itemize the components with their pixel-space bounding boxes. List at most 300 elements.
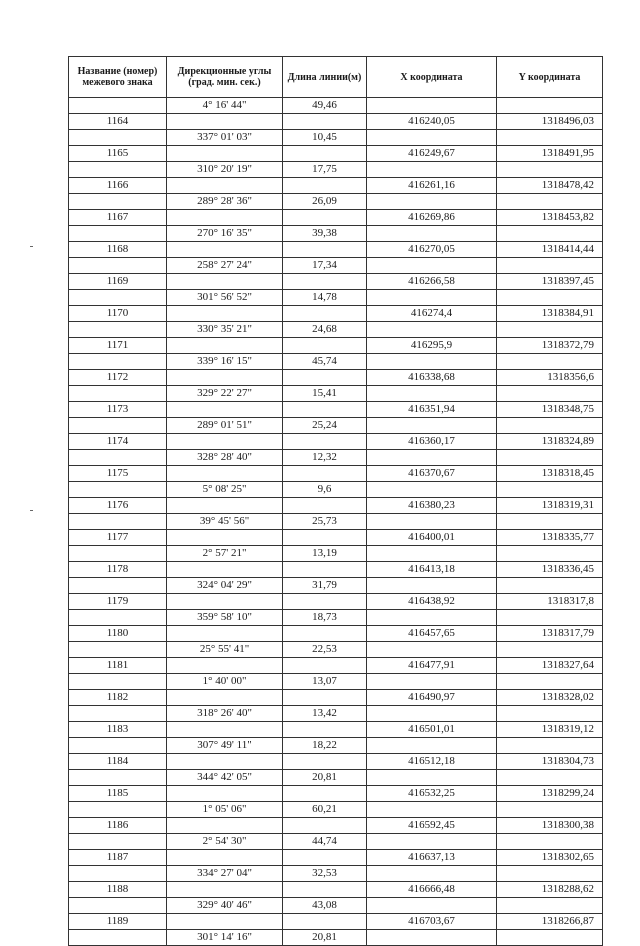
table-row <box>69 354 603 370</box>
line-length-cell: 45,74 <box>283 354 367 370</box>
direction-angle-cell <box>167 274 283 290</box>
header-row <box>69 57 603 98</box>
x-coordinate-cell <box>367 226 497 242</box>
x-coordinate-cell <box>367 322 497 338</box>
direction-angle-cell <box>167 594 283 610</box>
table-row <box>69 818 603 834</box>
table-row <box>69 98 603 114</box>
table-row <box>69 114 603 130</box>
direction-angle-cell: 301° 14' 16" <box>167 930 283 946</box>
direction-angle-cell: 1° 40' 00" <box>167 674 283 690</box>
y-coordinate-cell <box>497 258 603 274</box>
y-coordinate-cell <box>497 418 603 434</box>
y-coordinate-cell <box>497 194 603 210</box>
direction-angle-cell: 328° 28' 40" <box>167 450 283 466</box>
header-x-coordinate: X координата <box>367 57 497 98</box>
marker-name-cell <box>69 610 167 626</box>
marker-name-cell <box>69 290 167 306</box>
x-coordinate-cell: 416370,67 <box>367 466 497 482</box>
marker-name-cell <box>69 514 167 530</box>
x-coordinate-cell: 416666,48 <box>367 882 497 898</box>
x-coordinate-cell <box>367 386 497 402</box>
line-length-cell <box>283 914 367 930</box>
table-row <box>69 274 603 290</box>
line-length-cell: 24,68 <box>283 322 367 338</box>
direction-angle-cell: 359° 58' 10" <box>167 610 283 626</box>
line-length-cell <box>283 114 367 130</box>
line-length-cell <box>283 274 367 290</box>
line-length-cell <box>283 498 367 514</box>
line-length-cell <box>283 530 367 546</box>
x-coordinate-cell: 416457,65 <box>367 626 497 642</box>
marker-name-cell: 1176 <box>69 498 167 514</box>
y-coordinate-cell: 1318336,45 <box>497 562 603 578</box>
line-length-cell <box>283 690 367 706</box>
header-marker-name: Название (номер) межевого знака <box>69 57 167 98</box>
direction-angle-cell: 318° 26' 40" <box>167 706 283 722</box>
x-coordinate-cell <box>367 546 497 562</box>
direction-angle-cell <box>167 370 283 386</box>
direction-angle-cell <box>167 882 283 898</box>
y-coordinate-cell: 1318356,6 <box>497 370 603 386</box>
direction-angle-cell <box>167 498 283 514</box>
direction-angle-cell: 289° 28' 36" <box>167 194 283 210</box>
table-row <box>69 418 603 434</box>
header-y-coordinate: Y координата <box>497 57 603 98</box>
x-coordinate-cell <box>367 482 497 498</box>
x-coordinate-cell <box>367 130 497 146</box>
x-coordinate-cell: 416592,45 <box>367 818 497 834</box>
line-length-cell: 13,19 <box>283 546 367 562</box>
direction-angle-cell: 344° 42' 05" <box>167 770 283 786</box>
table-row <box>69 146 603 162</box>
marker-name-cell <box>69 578 167 594</box>
y-coordinate-cell <box>497 610 603 626</box>
marker-name-cell <box>69 770 167 786</box>
marker-name-cell: 1189 <box>69 914 167 930</box>
y-coordinate-cell: 1318328,02 <box>497 690 603 706</box>
direction-angle-cell <box>167 242 283 258</box>
x-coordinate-cell <box>367 738 497 754</box>
y-coordinate-cell <box>497 898 603 914</box>
y-coordinate-cell: 1318372,79 <box>497 338 603 354</box>
x-coordinate-cell <box>367 578 497 594</box>
marker-name-cell <box>69 898 167 914</box>
marker-name-cell: 1180 <box>69 626 167 642</box>
y-coordinate-cell: 1318302,65 <box>497 850 603 866</box>
y-coordinate-cell: 1318348,75 <box>497 402 603 418</box>
x-coordinate-cell <box>367 930 497 946</box>
y-coordinate-cell: 1318318,45 <box>497 466 603 482</box>
line-length-cell <box>283 626 367 642</box>
y-coordinate-cell: 1318319,12 <box>497 722 603 738</box>
y-coordinate-cell <box>497 482 603 498</box>
direction-angle-cell <box>167 530 283 546</box>
marker-name-cell: 1168 <box>69 242 167 258</box>
y-coordinate-cell: 1318384,91 <box>497 306 603 322</box>
y-coordinate-cell: 1318288,62 <box>497 882 603 898</box>
direction-angle-cell <box>167 178 283 194</box>
direction-angle-cell <box>167 914 283 930</box>
scan-mark <box>30 246 33 247</box>
table-row <box>69 226 603 242</box>
table-body <box>69 98 603 946</box>
marker-name-cell <box>69 258 167 274</box>
x-coordinate-cell <box>367 258 497 274</box>
marker-name-cell <box>69 322 167 338</box>
y-coordinate-cell <box>497 578 603 594</box>
marker-name-cell: 1175 <box>69 466 167 482</box>
marker-name-cell: 1165 <box>69 146 167 162</box>
table-row <box>69 850 603 866</box>
direction-angle-cell: 4° 16' 44" <box>167 98 283 114</box>
y-coordinate-cell <box>497 226 603 242</box>
direction-angle-cell: 289° 01' 51" <box>167 418 283 434</box>
x-coordinate-cell <box>367 802 497 818</box>
y-coordinate-cell <box>497 546 603 562</box>
line-length-cell: 25,24 <box>283 418 367 434</box>
table-row <box>69 738 603 754</box>
x-coordinate-cell: 416266,58 <box>367 274 497 290</box>
x-coordinate-cell <box>367 418 497 434</box>
line-length-cell <box>283 370 367 386</box>
table-row <box>69 706 603 722</box>
line-length-cell: 17,75 <box>283 162 367 178</box>
line-length-cell <box>283 786 367 802</box>
y-coordinate-cell <box>497 386 603 402</box>
marker-name-cell: 1178 <box>69 562 167 578</box>
x-coordinate-cell: 416477,91 <box>367 658 497 674</box>
table-row <box>69 722 603 738</box>
table-row <box>69 786 603 802</box>
marker-name-cell <box>69 802 167 818</box>
marker-name-cell: 1166 <box>69 178 167 194</box>
direction-angle-cell: 5° 08' 25" <box>167 482 283 498</box>
direction-angle-cell <box>167 434 283 450</box>
direction-angle-cell: 307° 49' 11" <box>167 738 283 754</box>
marker-name-cell: 1169 <box>69 274 167 290</box>
marker-name-cell <box>69 546 167 562</box>
direction-angle-cell: 324° 04' 29" <box>167 578 283 594</box>
line-length-cell <box>283 146 367 162</box>
table-row <box>69 642 603 658</box>
table-row <box>69 930 603 946</box>
y-coordinate-cell <box>497 98 603 114</box>
table-row <box>69 562 603 578</box>
table-row <box>69 690 603 706</box>
table-row <box>69 210 603 226</box>
y-coordinate-cell: 1318324,89 <box>497 434 603 450</box>
direction-angle-cell <box>167 786 283 802</box>
y-coordinate-cell <box>497 770 603 786</box>
direction-angle-cell <box>167 658 283 674</box>
marker-name-cell <box>69 834 167 850</box>
x-coordinate-cell: 416274,4 <box>367 306 497 322</box>
line-length-cell: 26,09 <box>283 194 367 210</box>
marker-name-cell <box>69 162 167 178</box>
y-coordinate-cell <box>497 450 603 466</box>
x-coordinate-cell <box>367 866 497 882</box>
line-length-cell: 32,53 <box>283 866 367 882</box>
x-coordinate-cell: 416400,01 <box>367 530 497 546</box>
x-coordinate-cell <box>367 898 497 914</box>
line-length-cell <box>283 402 367 418</box>
direction-angle-cell <box>167 818 283 834</box>
marker-name-cell: 1181 <box>69 658 167 674</box>
line-length-cell <box>283 754 367 770</box>
table-row <box>69 754 603 770</box>
marker-name-cell: 1185 <box>69 786 167 802</box>
direction-angle-cell: 334° 27' 04" <box>167 866 283 882</box>
line-length-cell: 20,81 <box>283 930 367 946</box>
line-length-cell: 13,07 <box>283 674 367 690</box>
y-coordinate-cell <box>497 290 603 306</box>
direction-angle-cell: 2° 57' 21" <box>167 546 283 562</box>
table-row <box>69 338 603 354</box>
marker-name-cell: 1182 <box>69 690 167 706</box>
marker-name-cell <box>69 674 167 690</box>
table-row <box>69 450 603 466</box>
marker-name-cell <box>69 930 167 946</box>
table-row <box>69 386 603 402</box>
x-coordinate-cell <box>367 98 497 114</box>
x-coordinate-cell <box>367 514 497 530</box>
line-length-cell: 14,78 <box>283 290 367 306</box>
line-length-cell <box>283 850 367 866</box>
x-coordinate-cell: 416380,23 <box>367 498 497 514</box>
y-coordinate-cell <box>497 866 603 882</box>
line-length-cell: 12,32 <box>283 450 367 466</box>
x-coordinate-cell: 416490,97 <box>367 690 497 706</box>
marker-name-cell <box>69 386 167 402</box>
line-length-cell: 15,41 <box>283 386 367 402</box>
line-length-cell: 31,79 <box>283 578 367 594</box>
table-row <box>69 466 603 482</box>
line-length-cell: 10,45 <box>283 130 367 146</box>
marker-name-cell: 1177 <box>69 530 167 546</box>
direction-angle-cell: 337° 01' 03" <box>167 130 283 146</box>
marker-name-cell <box>69 482 167 498</box>
table-row <box>69 434 603 450</box>
table-row <box>69 306 603 322</box>
table-row <box>69 610 603 626</box>
marker-name-cell: 1170 <box>69 306 167 322</box>
x-coordinate-cell: 416703,67 <box>367 914 497 930</box>
line-length-cell <box>283 210 367 226</box>
marker-name-cell: 1173 <box>69 402 167 418</box>
table-row <box>69 530 603 546</box>
header-line-length: Длина линии(м) <box>283 57 367 98</box>
direction-angle-cell: 329° 40' 46" <box>167 898 283 914</box>
y-coordinate-cell: 1318317,79 <box>497 626 603 642</box>
marker-name-cell: 1164 <box>69 114 167 130</box>
x-coordinate-cell: 416338,68 <box>367 370 497 386</box>
line-length-cell <box>283 658 367 674</box>
table-row <box>69 802 603 818</box>
x-coordinate-cell: 416413,18 <box>367 562 497 578</box>
direction-angle-cell <box>167 754 283 770</box>
marker-name-cell <box>69 450 167 466</box>
y-coordinate-cell: 1318478,42 <box>497 178 603 194</box>
table-row <box>69 914 603 930</box>
line-length-cell: 39,38 <box>283 226 367 242</box>
y-coordinate-cell <box>497 642 603 658</box>
table-row <box>69 178 603 194</box>
y-coordinate-cell: 1318300,38 <box>497 818 603 834</box>
x-coordinate-cell <box>367 194 497 210</box>
table-row <box>69 290 603 306</box>
marker-name-cell: 1188 <box>69 882 167 898</box>
y-coordinate-cell <box>497 802 603 818</box>
line-length-cell: 17,34 <box>283 258 367 274</box>
table-row <box>69 834 603 850</box>
line-length-cell: 43,08 <box>283 898 367 914</box>
direction-angle-cell <box>167 690 283 706</box>
line-length-cell: 13,42 <box>283 706 367 722</box>
line-length-cell <box>283 722 367 738</box>
y-coordinate-cell: 1318319,31 <box>497 498 603 514</box>
direction-angle-cell: 270° 16' 35" <box>167 226 283 242</box>
table-row <box>69 402 603 418</box>
x-coordinate-cell: 416249,67 <box>367 146 497 162</box>
x-coordinate-cell: 416512,18 <box>367 754 497 770</box>
marker-name-cell: 1187 <box>69 850 167 866</box>
table-row <box>69 866 603 882</box>
y-coordinate-cell <box>497 514 603 530</box>
y-coordinate-cell: 1318491,95 <box>497 146 603 162</box>
y-coordinate-cell: 1318299,24 <box>497 786 603 802</box>
line-length-cell: 25,73 <box>283 514 367 530</box>
marker-name-cell <box>69 130 167 146</box>
marker-name-cell: 1183 <box>69 722 167 738</box>
marker-name-cell <box>69 738 167 754</box>
direction-angle-cell: 258° 27' 24" <box>167 258 283 274</box>
direction-angle-cell <box>167 306 283 322</box>
y-coordinate-cell <box>497 162 603 178</box>
line-length-cell: 22,53 <box>283 642 367 658</box>
table-row <box>69 514 603 530</box>
line-length-cell <box>283 818 367 834</box>
y-coordinate-cell: 1318496,03 <box>497 114 603 130</box>
line-length-cell: 60,21 <box>283 802 367 818</box>
table-row <box>69 626 603 642</box>
table-row <box>69 194 603 210</box>
direction-angle-cell <box>167 850 283 866</box>
line-length-cell <box>283 338 367 354</box>
marker-name-cell <box>69 354 167 370</box>
x-coordinate-cell: 416360,17 <box>367 434 497 450</box>
y-coordinate-cell <box>497 930 603 946</box>
marker-name-cell <box>69 194 167 210</box>
boundary-markers-table <box>68 56 603 946</box>
y-coordinate-cell: 1318397,45 <box>497 274 603 290</box>
table-row <box>69 674 603 690</box>
x-coordinate-cell: 416270,05 <box>367 242 497 258</box>
line-length-cell: 9,6 <box>283 482 367 498</box>
y-coordinate-cell: 1318304,73 <box>497 754 603 770</box>
x-coordinate-cell <box>367 290 497 306</box>
y-coordinate-cell <box>497 738 603 754</box>
x-coordinate-cell <box>367 706 497 722</box>
marker-name-cell: 1171 <box>69 338 167 354</box>
x-coordinate-cell <box>367 354 497 370</box>
marker-name-cell: 1184 <box>69 754 167 770</box>
x-coordinate-cell: 416240,05 <box>367 114 497 130</box>
marker-name-cell <box>69 226 167 242</box>
line-length-cell <box>283 178 367 194</box>
table-row <box>69 162 603 178</box>
line-length-cell <box>283 466 367 482</box>
x-coordinate-cell <box>367 610 497 626</box>
scan-mark <box>30 510 33 511</box>
x-coordinate-cell: 416295,9 <box>367 338 497 354</box>
y-coordinate-cell: 1318327,64 <box>497 658 603 674</box>
direction-angle-cell <box>167 114 283 130</box>
table-row <box>69 322 603 338</box>
marker-name-cell <box>69 706 167 722</box>
x-coordinate-cell: 416438,92 <box>367 594 497 610</box>
direction-angle-cell: 330° 35' 21" <box>167 322 283 338</box>
table-row <box>69 546 603 562</box>
marker-name-cell <box>69 642 167 658</box>
table-header <box>69 57 603 98</box>
line-length-cell <box>283 594 367 610</box>
direction-angle-cell <box>167 722 283 738</box>
x-coordinate-cell: 416637,13 <box>367 850 497 866</box>
marker-name-cell: 1186 <box>69 818 167 834</box>
line-length-cell: 20,81 <box>283 770 367 786</box>
direction-angle-cell: 329° 22' 27" <box>167 386 283 402</box>
table-row <box>69 370 603 386</box>
marker-name-cell <box>69 98 167 114</box>
direction-angle-cell <box>167 210 283 226</box>
direction-angle-cell <box>167 626 283 642</box>
marker-name-cell <box>69 866 167 882</box>
y-coordinate-cell <box>497 130 603 146</box>
line-length-cell <box>283 882 367 898</box>
table-row <box>69 130 603 146</box>
direction-angle-cell: 301° 56' 52" <box>167 290 283 306</box>
y-coordinate-cell: 1318335,77 <box>497 530 603 546</box>
y-coordinate-cell <box>497 834 603 850</box>
line-length-cell: 49,46 <box>283 98 367 114</box>
table-row <box>69 882 603 898</box>
marker-name-cell: 1174 <box>69 434 167 450</box>
x-coordinate-cell: 416261,16 <box>367 178 497 194</box>
table-row <box>69 898 603 914</box>
table-row <box>69 258 603 274</box>
x-coordinate-cell <box>367 450 497 466</box>
line-length-cell: 44,74 <box>283 834 367 850</box>
y-coordinate-cell <box>497 706 603 722</box>
x-coordinate-cell: 416501,01 <box>367 722 497 738</box>
marker-name-cell: 1172 <box>69 370 167 386</box>
line-length-cell <box>283 242 367 258</box>
header-direction-angle: Дирекционные углы (град. мин. сек.) <box>167 57 283 98</box>
direction-angle-cell: 2° 54' 30" <box>167 834 283 850</box>
y-coordinate-cell: 1318453,82 <box>497 210 603 226</box>
y-coordinate-cell: 1318317,8 <box>497 594 603 610</box>
direction-angle-cell: 1° 05' 06" <box>167 802 283 818</box>
y-coordinate-cell <box>497 674 603 690</box>
table-row <box>69 482 603 498</box>
x-coordinate-cell: 416351,94 <box>367 402 497 418</box>
direction-angle-cell <box>167 402 283 418</box>
x-coordinate-cell: 416269,86 <box>367 210 497 226</box>
table-row <box>69 498 603 514</box>
direction-angle-cell <box>167 338 283 354</box>
direction-angle-cell <box>167 466 283 482</box>
